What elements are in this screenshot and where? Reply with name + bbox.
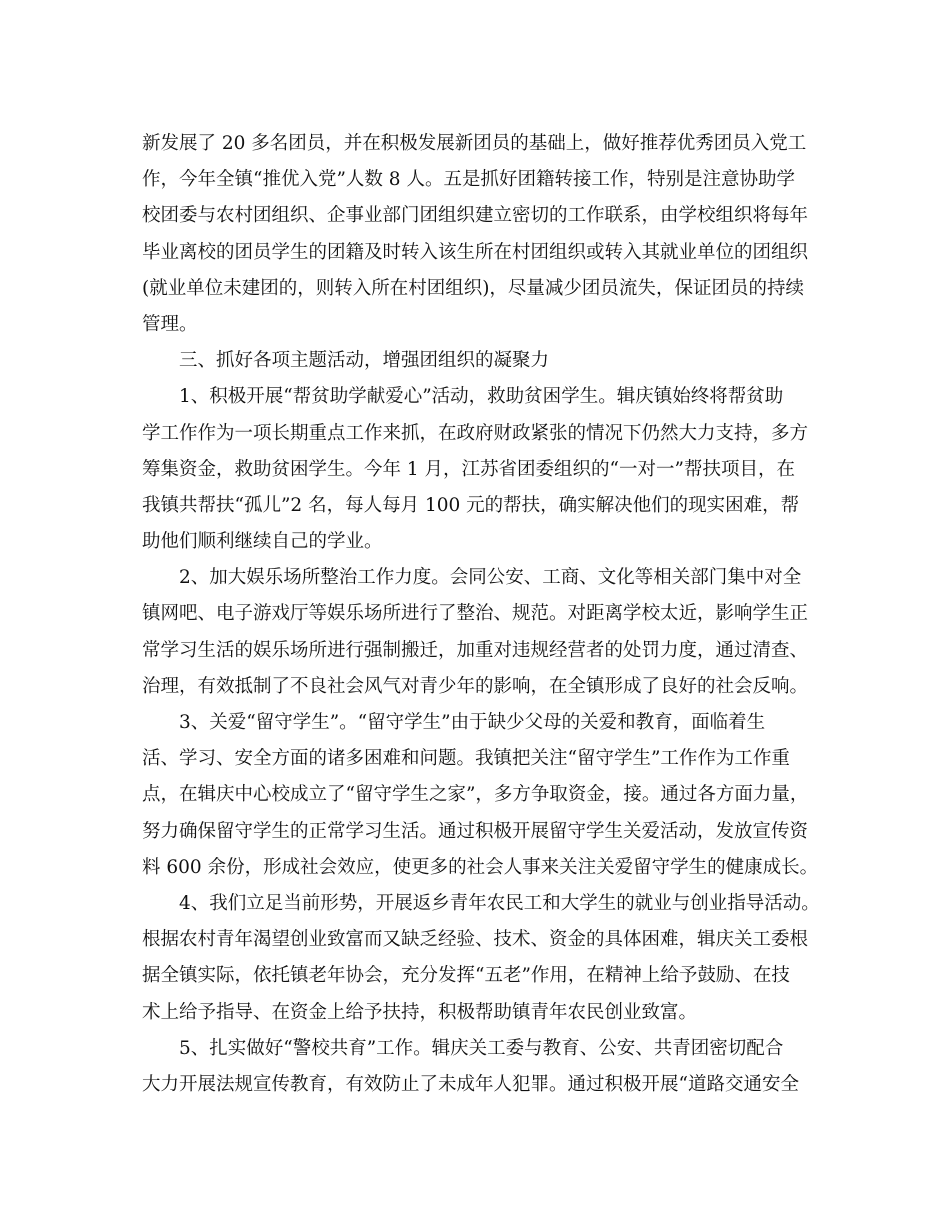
text-line: 筹集资金，救助贫困学生。今年 1 月，江苏省团委组织的“一对一”帮扶项目，在 bbox=[142, 458, 795, 480]
text-line: 校团委与农村团组织、企事业部门团组织建立密切的工作联系，由学校组织将每年 bbox=[142, 205, 809, 227]
text-line: 常学习生活的娱乐场所进行强制搬迁，加重对违规经营者的处罚力度，通过清查、 bbox=[142, 639, 809, 661]
text-line: 努力确保留守学生的正常学习生活。通过积极开展留守学生关爱活动，发放宣传资 bbox=[142, 820, 809, 842]
text-line: 助他们顺利继续自己的学业。 bbox=[142, 531, 383, 553]
text-line: 据全镇实际，依托镇老年协会，充分发挥“五老”作用，在精神上给予鼓励、在技 bbox=[142, 965, 790, 987]
text-line: 毕业离校的团员学生的团籍及时转入该生所在村团组织或转入其就业单位的团组织 bbox=[142, 241, 809, 263]
text-line: (就业单位未建团的，则转入所在村团组织)，尽量减少团员流失，保证团员的持续 bbox=[142, 277, 804, 299]
text-line: 我镇共帮扶“孤儿”2 名，每人每月 100 元的帮扶，确实解决他们的现实困难，帮 bbox=[142, 494, 800, 516]
text-line: 点，在辑庆中心校成立了“留守学生之家”，多方争取资金，接。通过各方面力量， bbox=[142, 784, 809, 806]
paragraph-first-line: 4、我们立足当前形势，开展返乡青年农民工和大学生的就业与创业指导活动。 bbox=[179, 892, 820, 914]
text-line: 根据农村青年渴望创业致富而又缺乏经验、技术、资金的具体困难，辑庆关工委根 bbox=[142, 929, 809, 951]
paragraph-first-line: 3、关爱“留守学生”。“留守学生”由于缺少父母的关爱和教育，面临着生 bbox=[179, 712, 766, 733]
text-line: 术上给予指导、在资金上给予扶持，积极帮助镇青年农民创业致富。 bbox=[142, 1001, 698, 1023]
paragraph-first-line: 1、积极开展“帮贫助学献爱心”活动，救助贫困学生。辑庆镇始终将帮贫助 bbox=[179, 386, 784, 408]
text-line: 料 600 余份，形成社会效应，使更多的社会人事来关注关爱留守学生的健康成长。 bbox=[142, 856, 819, 878]
paragraph-first-line: 2、加大娱乐场所整治工作力度。会同公安、工商、文化等相关部门集中对全 bbox=[179, 567, 802, 589]
text-line: 学工作作为一项长期重点工作来抓，在政府财政紧张的情况下仍然大力支持，多方 bbox=[142, 422, 809, 444]
text-line: 作，今年全镇“推优入党”人数 8 人。五是抓好团籍转接工作，特别是注意协助学 bbox=[142, 169, 795, 191]
paragraph-first-line: 5、扎实做好“警校共育”工作。辑庆关工委与教育、公安、共青团密切配合 bbox=[179, 1037, 784, 1059]
text-line: 新发展了 20 多名团员，并在积极发展新团员的基础上，做好推荐优秀团员入党工 bbox=[142, 133, 807, 154]
text-line: 治理，有效抵制了不良社会风气对青少年的影响，在全镇形成了良好的社会反响。 bbox=[142, 675, 809, 697]
text-line: 活、学习、安全方面的诸多困难和问题。我镇把关注“留守学生”工作作为工作重 bbox=[142, 748, 790, 770]
section-heading: 三、抓好各项主题活动，增强团组织的凝聚力 bbox=[179, 350, 550, 372]
text-line: 管理。 bbox=[142, 313, 198, 335]
text-line: 大力开展法规宣传教育，有效防止了未成年人犯罪。通过积极开展“道路交通安全 bbox=[142, 1073, 799, 1095]
text-line: 镇网吧、电子游戏厅等娱乐场所进行了整治、规范。对距离学校太近，影响学生正 bbox=[142, 603, 809, 625]
document-body bbox=[142, 126, 832, 1103]
